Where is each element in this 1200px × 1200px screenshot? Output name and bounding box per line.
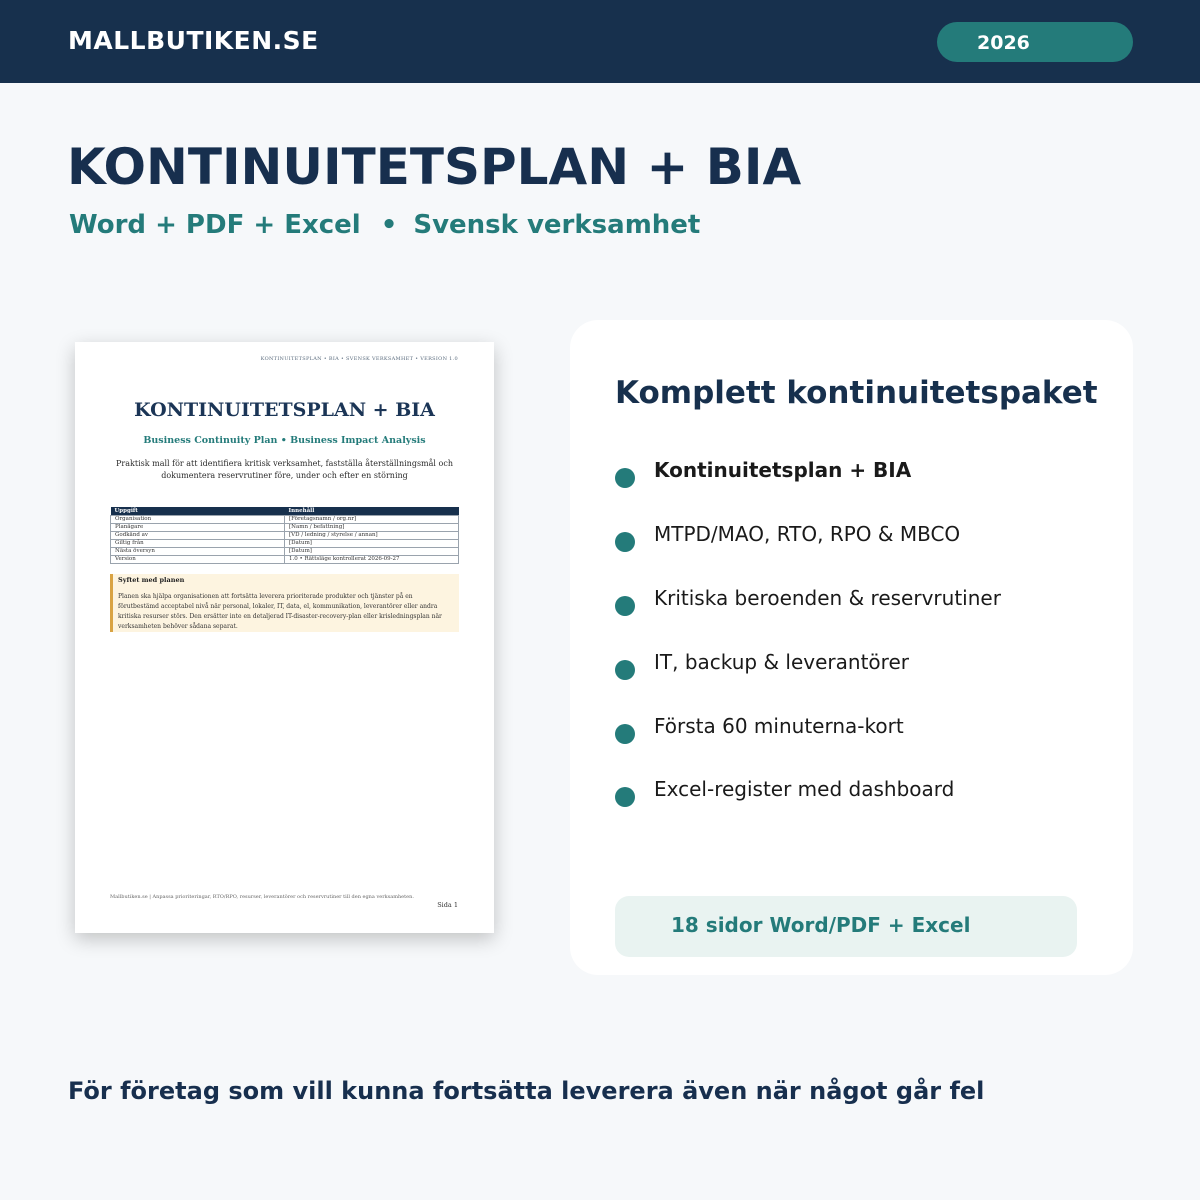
feature-label: Kritiska beroenden & reservrutiner [654, 586, 1001, 610]
bullet-dot-icon [615, 660, 635, 680]
feature-label: Excel-register med dashboard [654, 777, 955, 801]
table-cell: Godkänd av [111, 532, 285, 540]
table-cell: Giltig från [111, 540, 285, 548]
table-cell: Nästa översyn [111, 548, 285, 556]
feature-label: Första 60 minuterna-kort [654, 714, 904, 738]
note-body: Planen ska hjälpa organisationen att fortsätta leverera prioriterade produkter och tjänster på en förutbestämd acceptabel nivå när personal, lokaler, IT, data, el, kommunikation, leverantörer eller andra kritiska resurser störs. Den ersätter inte en detaljerad IT-disaster-recovery-plan eller krisledningsplan när verksamheten behöver sådana separat. [118, 593, 442, 630]
table-cell: [Datum] [285, 540, 459, 548]
package-card [570, 320, 1133, 975]
page-count-badge[interactable] [615, 896, 1077, 957]
doc-info-table [110, 507, 459, 564]
year-label: 2026 [977, 32, 1030, 54]
bullet-dot-icon [615, 724, 635, 744]
table-cell: 1.0 • Rättsläge kontrollerat 2026-09-27 [285, 556, 459, 564]
feature-label: Kontinuitetsplan + BIA [654, 458, 912, 482]
tagline: För företag som vill kunna fortsätta leverera även när något går fel [68, 1077, 985, 1105]
doc-running-header: KONTINUITETSPLAN • BIA • SVENSK VERKSAMHET • VERSION 1.0 [260, 356, 458, 362]
table-row [111, 524, 459, 532]
page-title: KONTINUITETSPLAN + BIA [67, 138, 802, 196]
brand-logo[interactable]: MALLBUTIKEN.SE [68, 26, 319, 55]
bullet-dot-icon [615, 596, 635, 616]
table-header-cell: Innehåll [285, 507, 459, 516]
note-title: Syftet med planen [118, 576, 185, 584]
feature-label: MTPD/MAO, RTO, RPO & MBCO [654, 522, 961, 546]
doc-footer: Mallbutiken.se | Anpassa prioriteringar, RTO/RPO, resurser, leverantörer och reservrutiner till den egna verksamheten. [110, 894, 414, 900]
separator-bullet: • [380, 210, 398, 240]
table-row [111, 516, 459, 524]
bullet-dot-icon [615, 787, 635, 807]
table-header-row [111, 507, 459, 516]
doc-purpose-note [110, 574, 459, 632]
formats-label: Word + PDF + Excel [69, 210, 361, 240]
bullet-dot-icon [615, 468, 635, 488]
feature-label: IT, backup & leverantörer [654, 650, 909, 674]
page-subtitle [69, 210, 700, 240]
document-preview [75, 342, 494, 933]
top-bar [0, 0, 1200, 83]
page-count-label: 18 sidor Word/PDF + Excel [671, 913, 971, 937]
table-cell: [Företagsnamn / org.nr] [285, 516, 459, 524]
year-badge [937, 22, 1133, 62]
bullet-dot-icon [615, 532, 635, 552]
table-row [111, 548, 459, 556]
table-row [111, 556, 459, 564]
card-title: Komplett kontinuitetspaket [615, 375, 1098, 411]
table-cell: Planägare [111, 524, 285, 532]
audience-label: Svensk verksamhet [413, 210, 701, 240]
table-row [111, 532, 459, 540]
doc-page-number: Sida 1 [437, 901, 458, 909]
table-cell: [VD / ledning / styrelse / annan] [285, 532, 459, 540]
doc-subtitle: Business Continuity Plan • Business Impact Analysis [143, 435, 426, 446]
table-row [111, 540, 459, 548]
table-cell: Organisation [111, 516, 285, 524]
table-cell: [Datum] [285, 548, 459, 556]
table-header-cell: Uppgift [111, 507, 285, 516]
table-cell: [Namn / befattning] [285, 524, 459, 532]
table-cell: Version [111, 556, 285, 564]
doc-title: KONTINUITETSPLAN + BIA [134, 399, 435, 421]
doc-intro: Praktisk mall för att identifiera kritisk verksamhet, fastställa återställningsmål och dokumentera reservrutiner före, under och efter en störning [116, 459, 453, 480]
